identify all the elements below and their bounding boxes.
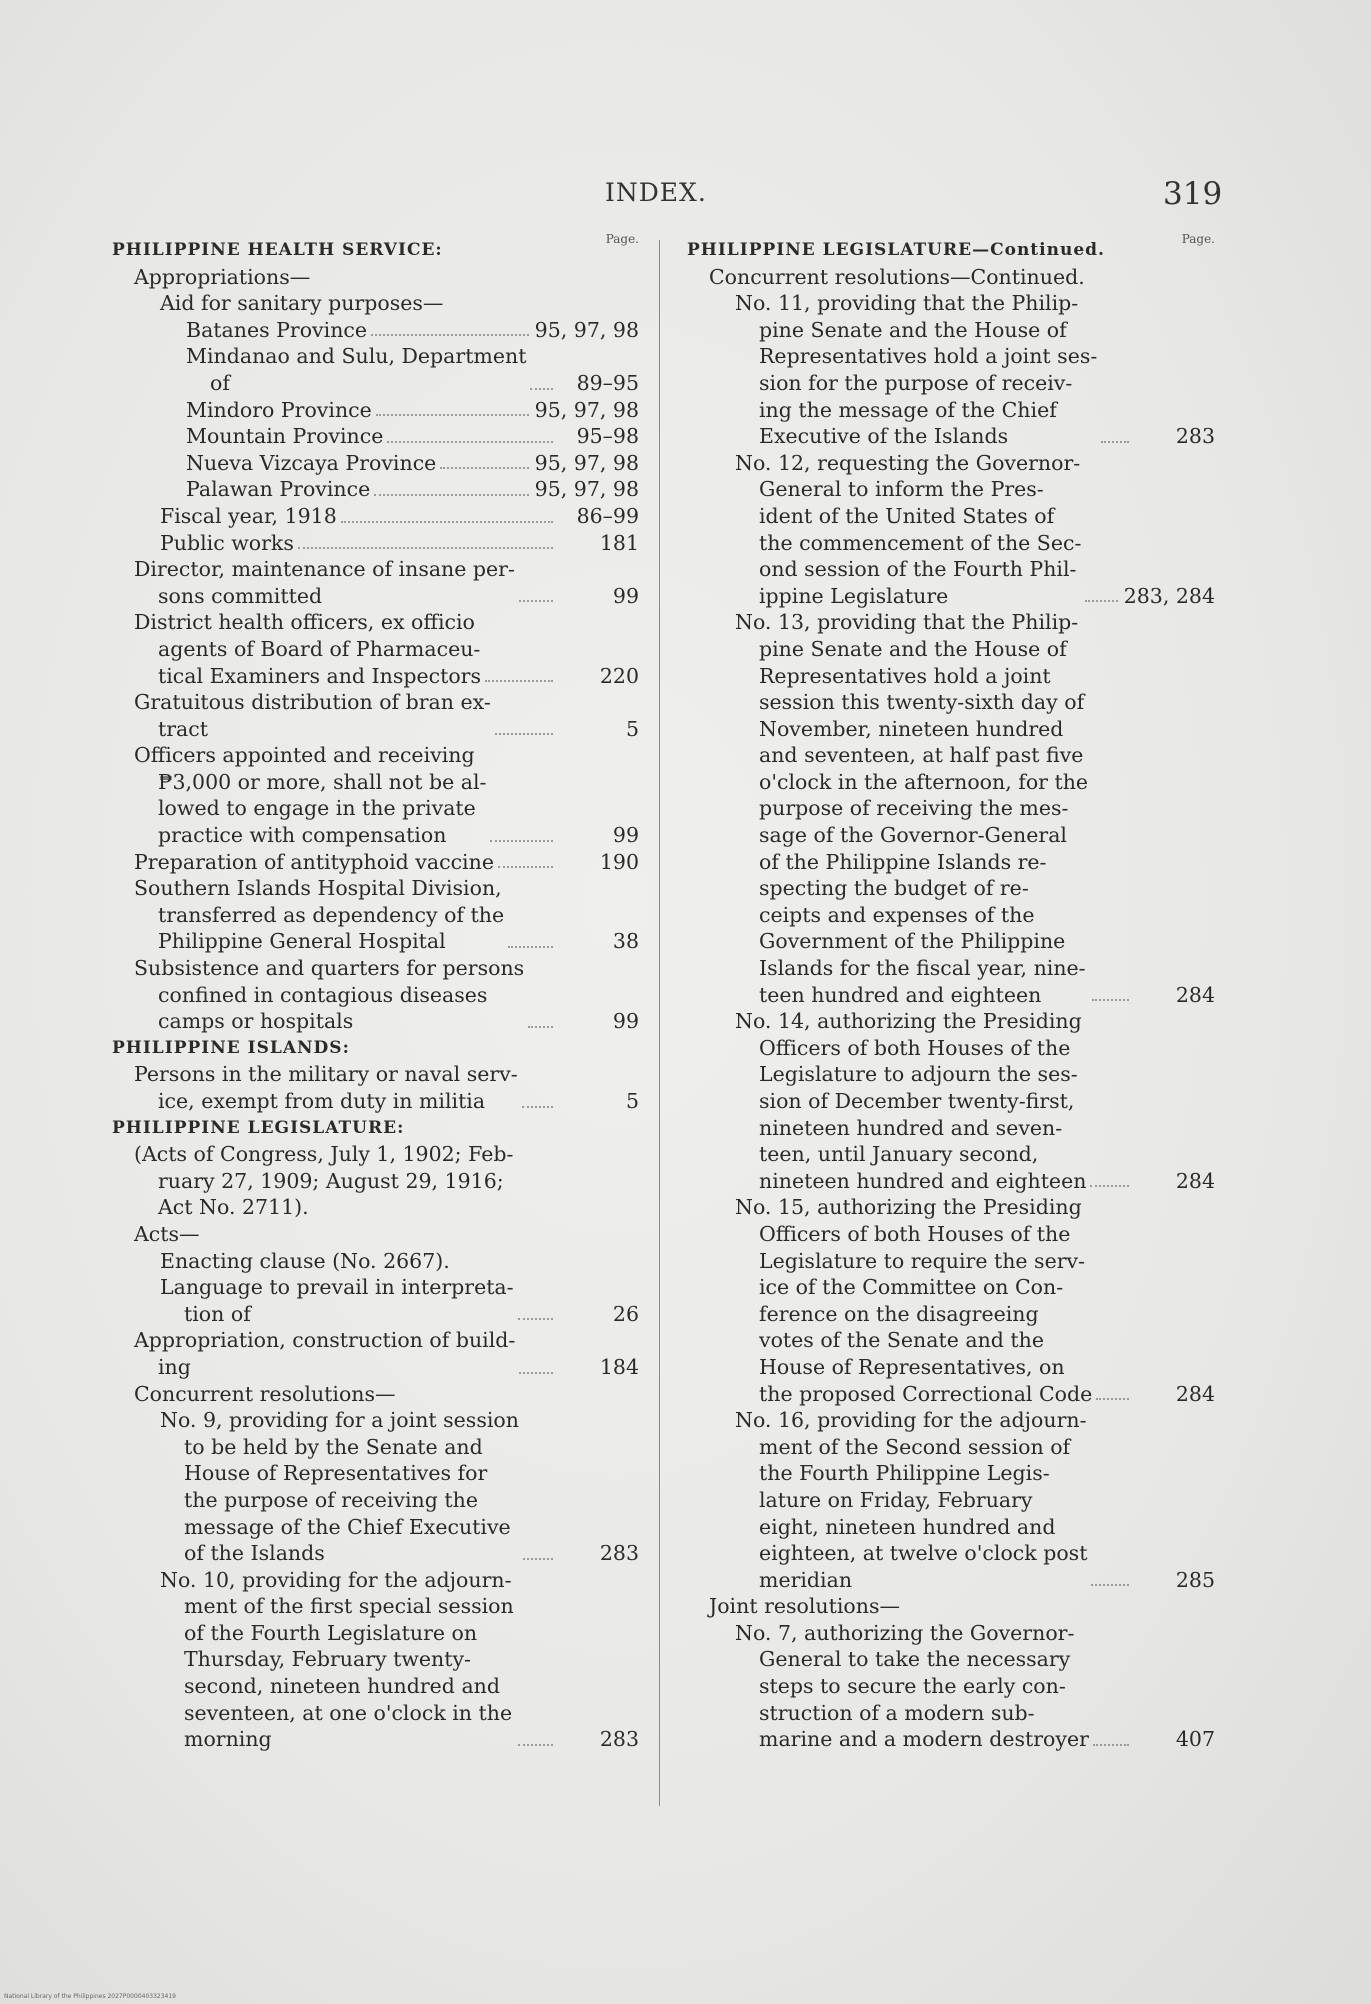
index-entry-text: Enacting clause (No. 2667).: [160, 1248, 450, 1273]
dot-leader: [495, 733, 553, 735]
index-entry: [112, 317, 639, 344]
index-entry: [687, 264, 1215, 291]
page-reference: 5: [625, 1089, 639, 1113]
page-reference: 181: [599, 530, 639, 555]
index-heading-text: PHILIPPINE LEGISLATURE—Continued.: [687, 240, 1105, 260]
index-column-right: [687, 232, 1215, 1753]
index-entries-left: [112, 237, 639, 1753]
index-entry: [112, 875, 639, 955]
index-entry-text: No. 9, providing for a joint session to be held by the Senate and House of Representatives for the purpose of receiving the message of the Chief Executive of the Islands: [160, 1408, 519, 1566]
index-entry-text: No. 14, authorizing the Presiding Officers of both Houses of the Legislature to adjourn the ses- sion of December twenty-first, nineteen hundred and seven- teen, until January second, nineteen hundred and eighteen: [735, 1009, 1087, 1193]
index-entry-text: No. 11, providing that the Philip- pine Senate and the House of Representatives hold a joint ses- sion for the purpose of receiv- ing the message of the Chief Executive of the Islands: [735, 291, 1098, 449]
index-entry-text: Acts—: [134, 1221, 200, 1246]
page-reference: 99: [612, 583, 639, 608]
dot-leader: [376, 414, 529, 416]
index-entry-text: Joint resolutions—: [709, 1594, 900, 1619]
page-number: 319: [1163, 176, 1223, 212]
index-column-left: [112, 232, 639, 1753]
page-reference: 283: [599, 1727, 639, 1752]
dot-leader: [1090, 1185, 1129, 1187]
index-entry: [112, 397, 639, 424]
index-entry: [112, 423, 639, 450]
index-entry: [687, 1593, 1215, 1620]
index-entry-text: Gratuitous distribution of bran ex- tract: [134, 690, 491, 741]
index-entry: [112, 849, 639, 876]
index-entry: [687, 1008, 1215, 1194]
index-entry: [112, 264, 639, 291]
index-entry: [112, 556, 639, 609]
index-entry: [687, 290, 1215, 450]
index-entry: [112, 689, 639, 742]
index-entry: [687, 609, 1215, 1008]
index-entry-text: Mindanao and Sulu, Department of: [186, 344, 527, 395]
dot-leader: [485, 680, 553, 682]
dot-leader: [498, 866, 553, 868]
page-reference: 95–98: [576, 424, 639, 449]
index-heading: [112, 1115, 639, 1142]
index-heading: [112, 237, 639, 264]
index-entry-text: No. 15, authorizing the Presiding Officers of both Houses of the Legislature to require the serv- ice of the Committee on Con- ference on the disagreeing votes of the Senate and the House of Representatives, on the proposed Correctional Code: [735, 1195, 1093, 1406]
index-entry: [112, 1381, 639, 1408]
dot-leader: [523, 1558, 553, 1560]
index-entry: [112, 1274, 639, 1327]
page-reference: 95, 97, 98: [534, 477, 639, 502]
index-entry: [112, 1567, 639, 1753]
dot-leader: [522, 1106, 553, 1108]
index-entry-text: Public works: [160, 530, 294, 555]
page-reference: 99: [612, 1009, 639, 1034]
dot-leader: [1096, 1398, 1129, 1400]
page-reference: 89–95: [576, 370, 639, 395]
page-column-label: Page.: [605, 232, 639, 246]
page-reference: 86–99: [576, 503, 639, 528]
index-heading: [687, 237, 1215, 264]
index-entry-text: Mountain Province: [186, 424, 384, 449]
page-reference: 284: [1175, 982, 1215, 1007]
dot-leader: [387, 441, 553, 443]
dot-leader: [298, 547, 553, 549]
page-reference: 95, 97, 98: [534, 317, 639, 342]
dot-leader: [530, 388, 553, 390]
running-head: INDEX.: [605, 178, 707, 207]
index-entry: [112, 343, 639, 396]
index-entry: [112, 503, 639, 530]
page-reference: 284: [1175, 1381, 1215, 1406]
dot-leader: [519, 1372, 553, 1374]
index-entry-text: Batanes Province: [186, 317, 368, 342]
dot-leader: [341, 521, 553, 523]
index-entry-text: Nueva Vizcaya Province: [186, 450, 437, 475]
index-entry-text: Concurrent resolutions—: [134, 1381, 396, 1406]
index-entry-text: Concurrent resolutions—Continued.: [709, 264, 1085, 289]
index-entry-text: Subsistence and quarters for persons confined in contagious diseases camps or hospitals: [134, 956, 525, 1034]
dot-leader: [519, 600, 553, 602]
index-entry-text: Officers appointed and receiving ₱3,000 or more, shall not be al- lowed to engage in the private practice with compensation: [134, 743, 487, 848]
index-entry-text: Persons in the military or naval serv- ice, exempt from duty in militia: [134, 1062, 518, 1113]
page-reference: 407: [1175, 1727, 1215, 1752]
index-entry-text: Appropriations—: [134, 264, 311, 289]
dot-leader: [518, 1318, 553, 1320]
page-reference: 284: [1175, 1168, 1215, 1193]
index-entry-text: Director, maintenance of insane per- sons committed: [134, 557, 515, 608]
index-entry: [112, 1141, 639, 1221]
index-heading: [112, 1035, 639, 1062]
dot-leader: [518, 1744, 553, 1746]
index-entry-text: No. 12, requesting the Governor- General to inform the Pres- ident of the United States of the commencement of the Sec- ond session of the Fourth Phil- ippine Legislature: [735, 450, 1082, 608]
index-entry-text: No. 13, providing that the Philip- pine Senate and the House of Representatives hold a joint session this twenty-sixth day of November, nineteen hundred and seventeen, at half past five o'clock in the afternoon, for the purpose of receiving the mes- sage of the Governor-General of the Philippine Islands re- specting the budget of re- ceipts and expenses of the Government of the Philippine Islands for the fiscal year, nine- teen hundred and eighteen: [735, 610, 1089, 1007]
page-reference: 285: [1175, 1567, 1215, 1592]
index-entry-text: No. 16, providing for the adjourn- ment of the Second session of the Fourth Philippine Legis- lature on Friday, February eight, nineteen hundred and eighteen, at twelve o'clock post meridian: [735, 1408, 1088, 1592]
page-reference: 38: [612, 929, 639, 954]
page-column-label: Page.: [1181, 232, 1215, 246]
index-entry: [112, 609, 639, 689]
index-entry-text: Aid for sanitary purposes—: [160, 291, 444, 316]
index-entry: [112, 1061, 639, 1114]
index-entry-text: Mindoro Province: [186, 397, 372, 422]
index-entry: [112, 1327, 639, 1380]
index-entry: [112, 1221, 639, 1248]
page-reference: 99: [612, 823, 639, 848]
page-reference: 5: [625, 716, 639, 741]
dot-leader: [1085, 600, 1117, 602]
page-reference: 283: [1175, 424, 1215, 449]
index-entry-text: Language to prevail in interpreta- tion of: [160, 1275, 514, 1326]
index-entry: [687, 1407, 1215, 1593]
index-entry: [112, 450, 639, 477]
index-entry: [112, 955, 639, 1035]
dot-leader: [1101, 441, 1129, 443]
index-entry-text: (Acts of Congress, July 1, 1902; Feb- ruary 27, 1909; August 29, 1916; Act No. 2711).: [134, 1142, 514, 1220]
column-divider: [659, 240, 660, 1806]
page-reference: 95, 97, 98: [534, 450, 639, 475]
index-entry: [112, 1407, 639, 1567]
dot-leader: [1091, 1584, 1129, 1586]
index-entry: [687, 1194, 1215, 1407]
index-entry: [112, 476, 639, 503]
dot-leader: [1093, 1744, 1129, 1746]
dot-leader: [371, 334, 529, 336]
index-entry-text: Appropriation, construction of build- ing: [134, 1328, 516, 1379]
index-entry: [112, 530, 639, 557]
index-entry: [687, 450, 1215, 610]
dot-leader: [490, 840, 553, 842]
page-reference: 26: [612, 1301, 639, 1326]
dot-leader: [528, 1026, 553, 1028]
page-reference: 283, 284: [1123, 583, 1215, 608]
index-entry-text: No. 7, authorizing the Governor- General to take the necessary steps to secure the early con- struction of a modern sub- marine and a modern destroyer: [735, 1620, 1089, 1752]
index-entry-text: No. 10, providing for the adjourn- ment of the first special session of the Fourth Legislature on Thursday, February twenty- second, nineteen hundred and seventeen, at one o'clock in the morning: [160, 1567, 514, 1752]
index-entry-text: Southern Islands Hospital Division, transferred as dependency of the Philippine General Hospital: [134, 876, 505, 954]
index-entry-text: Fiscal year, 1918: [160, 503, 337, 528]
index-entry-text: Preparation of antityphoid vaccine: [134, 849, 494, 874]
index-entries-right: [687, 237, 1215, 1753]
index-heading-text: PHILIPPINE LEGISLATURE:: [112, 1117, 405, 1138]
page-reference: 190: [599, 849, 639, 874]
dot-leader: [440, 467, 528, 469]
page-reference: 95, 97, 98: [534, 397, 639, 422]
footer-credit: National Library of the Philippines 2027P0000403323419: [4, 1993, 176, 2000]
index-heading-text: PHILIPPINE HEALTH SERVICE:: [112, 240, 443, 260]
index-entry: [687, 1620, 1215, 1753]
index-heading-text: PHILIPPINE ISLANDS:: [112, 1037, 350, 1058]
index-entry: [112, 1248, 639, 1275]
page-reference: 184: [599, 1354, 639, 1379]
dot-leader: [1092, 999, 1129, 1001]
dot-leader: [374, 494, 528, 496]
page-reference: 283: [599, 1541, 639, 1566]
page-reference: 220: [599, 663, 639, 688]
dot-leader: [508, 946, 553, 948]
index-entry: [112, 742, 639, 848]
index-entry: [112, 290, 639, 317]
index-entry-text: Palawan Province: [186, 477, 371, 502]
index-entry-text: District health officers, ex officio agents of Board of Pharmaceu- tical Examiners and Inspectors: [134, 610, 482, 688]
